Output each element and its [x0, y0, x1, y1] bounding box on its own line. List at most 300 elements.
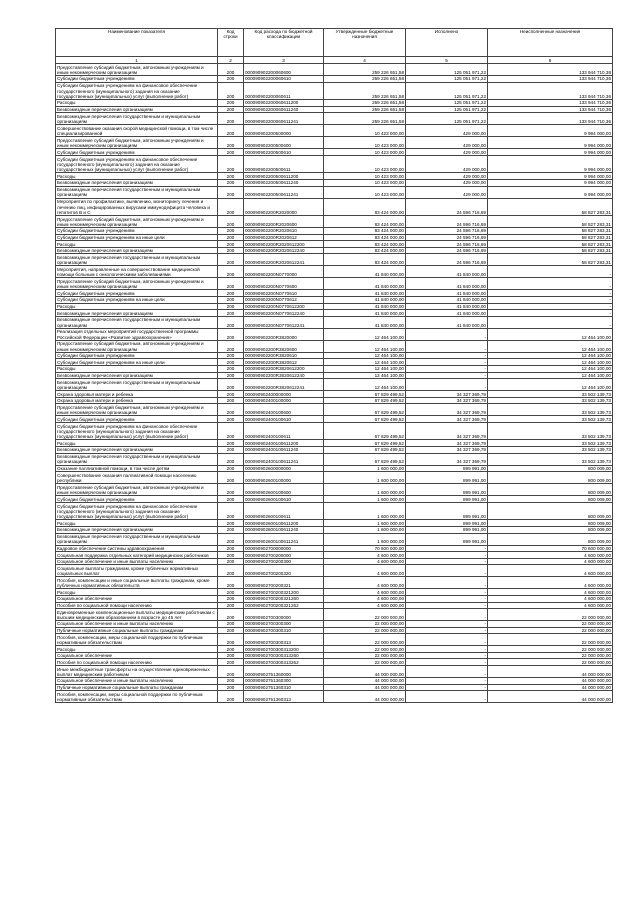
- row-executed: 125 051 971,22: [406, 113, 488, 125]
- row-executed: 24 596 716,69: [406, 198, 488, 216]
- row-executed: 24 596 716,69: [406, 254, 488, 266]
- row-name: Субсидии бюджетным учреждениям: [56, 290, 218, 297]
- row-line-code: 200: [218, 303, 244, 310]
- row-executed: -: [406, 659, 488, 666]
- table-row: [56, 595, 613, 602]
- table-row: [56, 76, 613, 83]
- row-approved: 1 600 000,00: [324, 496, 406, 503]
- row-executed: 125 051 971,22: [406, 76, 488, 83]
- header-row: [56, 29, 613, 57]
- table-row: [56, 533, 613, 545]
- row-line-code: 200: [218, 64, 244, 76]
- row-line-code: 200: [218, 379, 244, 391]
- row-unexecuted: 133 944 710,38: [488, 64, 613, 76]
- row-approved: 4 600 000,00: [324, 589, 406, 596]
- row-line-code: 200: [218, 216, 244, 228]
- row-approved: 41 840 000,00: [324, 303, 406, 310]
- row-line-code: 200: [218, 545, 244, 552]
- row-line-code: 200: [218, 76, 244, 83]
- row-name: Безвозмездные перечисления государственным и муниципальным организациям: [56, 453, 218, 465]
- col-number: 6: [488, 57, 613, 64]
- row-budget-code: 000090902400100000: [244, 397, 324, 404]
- row-budget-code: 000090902700300313: [244, 634, 324, 646]
- table-row: [56, 179, 613, 186]
- row-name: Субсидии бюджетным учреждениям на финансовое обеспечение государственного (муниципального) задания на оказание государственных (муниципальных) услуг (выполнение работ): [56, 502, 218, 520]
- table-row: [56, 173, 613, 180]
- row-executed: -: [406, 372, 488, 379]
- table-row: [56, 526, 613, 533]
- row-budget-code: 000090902700300300: [244, 621, 324, 628]
- row-name: Субсидии бюджетным учреждениям на финансовое обеспечение государственного (муниципального) задания на оказание государственных (муниципальных) услуг (выполнение работ): [56, 82, 218, 100]
- table-row: [56, 247, 613, 254]
- row-unexecuted: -: [488, 310, 613, 317]
- row-approved: 4 600 000,00: [324, 565, 406, 577]
- table-row: [56, 106, 613, 113]
- row-executed: 899 991,00: [406, 496, 488, 503]
- row-executed: 899 991,00: [406, 520, 488, 527]
- row-line-code: 200: [218, 266, 244, 278]
- col-header-line-code: Код строки: [218, 29, 244, 57]
- row-unexecuted: 22 000 000,00: [488, 621, 613, 628]
- row-line-code: 200: [218, 684, 244, 691]
- row-approved: 67 829 499,52: [324, 453, 406, 465]
- row-line-code: 200: [218, 453, 244, 465]
- row-name: Социальные выплаты гражданам, кроме публичных нормативных социальных выплат: [56, 565, 218, 577]
- row-budget-code: 000090902200N0770612240: [244, 310, 324, 317]
- row-approved: 22 000 000,00: [324, 621, 406, 628]
- row-name: Совершенствование оказания паллиативной помощи населению республики: [56, 472, 218, 484]
- row-unexecuted: 58 827 283,31: [488, 254, 613, 266]
- row-name: Безвозмездные перечисления государственным и муниципальным организациям: [56, 254, 218, 266]
- row-executed: -: [406, 359, 488, 366]
- row-line-code: 200: [218, 520, 244, 527]
- row-unexecuted: 22 000 000,00: [488, 634, 613, 646]
- row-approved: 83 424 000,00: [324, 216, 406, 228]
- row-executed: -: [406, 352, 488, 359]
- row-name: Охрана здоровья матери и ребенка: [56, 397, 218, 404]
- table-row: [56, 198, 613, 216]
- row-unexecuted: 800 009,00: [488, 526, 613, 533]
- row-name: Расходы: [56, 241, 218, 248]
- row-approved: 83 424 000,00: [324, 234, 406, 241]
- table-row: [56, 558, 613, 565]
- row-name: Расходы: [56, 303, 218, 310]
- row-budget-code: 000090902600100611241: [244, 533, 324, 545]
- row-name: Социальное обеспечение: [56, 652, 218, 659]
- row-name: Безвозмездные перечисления организациям: [56, 106, 218, 113]
- row-name: Субсидии бюджетным учреждениям на иные цели: [56, 234, 218, 241]
- row-line-code: 200: [218, 627, 244, 634]
- row-unexecuted: 9 994 000,00: [488, 149, 613, 156]
- row-budget-code: 000090902200N0770610: [244, 290, 324, 297]
- row-unexecuted: 58 827 283,31: [488, 234, 613, 241]
- row-executed: 429 000,00: [406, 186, 488, 198]
- row-budget-code: 000090902700300313262: [244, 659, 324, 666]
- row-executed: -: [406, 646, 488, 653]
- row-unexecuted: -: [488, 316, 613, 328]
- row-executed: 24 596 716,69: [406, 234, 488, 241]
- row-name: Субсидии бюджетным учреждениям на финансовое обеспечение государственного (муниципального) задания на оказание государственных (муниципальных) услуг (выполнение работ): [56, 155, 218, 173]
- row-budget-code: 000090902700300000: [244, 609, 324, 621]
- row-executed: 24 596 716,69: [406, 216, 488, 228]
- table-row: [56, 228, 613, 235]
- row-name: Безвозмездные перечисления государственным и муниципальным организациям: [56, 379, 218, 391]
- row-name: Единовременные компенсационные выплаты медицинским работникам с высшим медицинским образованием в возрасте до 45 лет: [56, 609, 218, 621]
- table-row: [56, 404, 613, 416]
- row-budget-code: 000090902200N0770000: [244, 266, 324, 278]
- row-executed: 41 840 000,00: [406, 290, 488, 297]
- row-unexecuted: -: [488, 303, 613, 310]
- row-line-code: 200: [218, 565, 244, 577]
- row-name: Совершенствование оказания скорой медицинской помощи, в том числе специализированной: [56, 125, 218, 137]
- row-approved: 12 464 100,00: [324, 328, 406, 340]
- row-budget-code: 000090902200R3820000: [244, 328, 324, 340]
- row-name: Субсидии бюджетным учреждениям: [56, 496, 218, 503]
- col-header-unexecuted: Неисполненные назначения: [488, 29, 613, 57]
- row-line-code: 200: [218, 416, 244, 423]
- row-budget-code: 000090902400100611241: [244, 453, 324, 465]
- row-unexecuted: 12 464 100,00: [488, 372, 613, 379]
- table-row: [56, 379, 613, 391]
- row-budget-code: 000090902200R3820612241: [244, 379, 324, 391]
- row-budget-code: 000090902600100611: [244, 502, 324, 520]
- row-approved: 41 840 000,00: [324, 310, 406, 317]
- row-line-code: 200: [218, 155, 244, 173]
- table-row: [56, 691, 613, 703]
- row-unexecuted: 44 000 000,00: [488, 678, 613, 685]
- row-approved: 10 423 000,00: [324, 125, 406, 137]
- row-budget-code: 000090902200R2020612200: [244, 241, 324, 248]
- row-line-code: 200: [218, 106, 244, 113]
- row-approved: 41 840 000,00: [324, 266, 406, 278]
- row-budget-code: 000090902200R2020612241: [244, 254, 324, 266]
- row-budget-code: 000090902400100611200: [244, 440, 324, 447]
- row-name: Расходы: [56, 366, 218, 373]
- table-row: [56, 627, 613, 634]
- row-executed: 41 840 000,00: [406, 297, 488, 304]
- row-unexecuted: 33 502 139,73: [488, 391, 613, 398]
- row-budget-code: 000090902200N0770612241: [244, 316, 324, 328]
- row-executed: 41 840 000,00: [406, 303, 488, 310]
- row-approved: 83 424 000,00: [324, 247, 406, 254]
- table-row: [56, 440, 613, 447]
- table-row: [56, 391, 613, 398]
- row-budget-code: 000090902600000000: [244, 465, 324, 472]
- row-budget-code: 000090902200R2020000: [244, 198, 324, 216]
- row-executed: 24 596 716,69: [406, 228, 488, 235]
- row-line-code: 200: [218, 404, 244, 416]
- table-row: [56, 472, 613, 484]
- table-row: [56, 149, 613, 156]
- row-executed: -: [406, 545, 488, 552]
- row-executed: 899 991,00: [406, 502, 488, 520]
- row-budget-code: 000090902400100611240: [244, 447, 324, 454]
- row-executed: 429 000,00: [406, 173, 488, 180]
- table-row: [56, 496, 613, 503]
- row-budget-code: 000090902200060610: [244, 76, 324, 83]
- row-unexecuted: 800 009,00: [488, 472, 613, 484]
- row-budget-code: 000090902200500610: [244, 149, 324, 156]
- row-budget-code: 000090902200060611: [244, 82, 324, 100]
- row-executed: 34 327 369,79: [406, 447, 488, 454]
- row-executed: -: [406, 577, 488, 589]
- row-name: Предоставление субсидий бюджетным, автономным учреждениям и иным некоммерческим организациям: [56, 137, 218, 149]
- row-name: Субсидии бюджетным учреждениям на иные цели: [56, 359, 218, 366]
- row-name: Субсидии бюджетным учреждениям: [56, 228, 218, 235]
- row-approved: 4 600 000,00: [324, 577, 406, 589]
- row-line-code: 200: [218, 577, 244, 589]
- row-budget-code: 000090902200R3820600: [244, 340, 324, 352]
- row-executed: 429 000,00: [406, 125, 488, 137]
- col-number: 3: [244, 57, 324, 64]
- row-budget-code: 000090902200R3820610: [244, 352, 324, 359]
- row-executed: -: [406, 602, 488, 609]
- row-name: Иные межбюджетные трансферты на осуществление единовременных выплат медицинским работникам: [56, 666, 218, 678]
- budget-report-sheet: [55, 28, 612, 703]
- table-row: [56, 234, 613, 241]
- row-executed: -: [406, 691, 488, 703]
- row-unexecuted: 22 000 000,00: [488, 652, 613, 659]
- row-unexecuted: 9 994 000,00: [488, 155, 613, 173]
- col-number: 4: [324, 57, 406, 64]
- table-row: [56, 447, 613, 454]
- row-line-code: 200: [218, 691, 244, 703]
- row-name: Расходы: [56, 520, 218, 527]
- row-name: Пособия, компенсации, меры социальной поддержки по публичным нормативным обязательствам: [56, 634, 218, 646]
- row-approved: 41 840 000,00: [324, 290, 406, 297]
- row-unexecuted: 70 600 000,00: [488, 545, 613, 552]
- row-name: Охрана здоровья матери и ребенка: [56, 391, 218, 398]
- row-budget-code: 000090902700000000: [244, 545, 324, 552]
- row-name: Социальная поддержка отдельных категорий медицинских работников: [56, 552, 218, 559]
- row-name: Безвозмездные перечисления организациям: [56, 310, 218, 317]
- row-unexecuted: 33 502 139,73: [488, 397, 613, 404]
- row-name: Предоставление субсидий бюджетным, автономным учреждениям и иным некоммерческим организациям: [56, 340, 218, 352]
- table-row: [56, 64, 613, 76]
- row-unexecuted: 4 600 000,00: [488, 558, 613, 565]
- row-approved: 1 600 000,00: [324, 526, 406, 533]
- table-row: [56, 659, 613, 666]
- table-row: [56, 352, 613, 359]
- row-budget-code: 000090902400100611: [244, 422, 324, 440]
- row-unexecuted: 33 502 139,73: [488, 422, 613, 440]
- row-approved: 10 423 000,00: [324, 186, 406, 198]
- row-line-code: 200: [218, 652, 244, 659]
- row-name: Предоставление субсидий бюджетным, автономным учреждениям и иным некоммерческим организациям: [56, 484, 218, 496]
- row-executed: -: [406, 609, 488, 621]
- row-line-code: 200: [218, 149, 244, 156]
- row-approved: 4 600 000,00: [324, 558, 406, 565]
- table-row: [56, 278, 613, 290]
- row-executed: 429 000,00: [406, 149, 488, 156]
- row-executed: -: [406, 652, 488, 659]
- col-header-approved: Утвержденные бюджетные назначения: [324, 29, 406, 57]
- row-approved: 41 840 000,00: [324, 316, 406, 328]
- row-approved: 12 464 100,00: [324, 366, 406, 373]
- row-name: Мероприятия по профилактике, выявлению, мониторингу лечения и лечению лиц, инфицированных вирусами иммунодефицита человека и гепатитов B и C: [56, 198, 218, 216]
- row-unexecuted: 4 600 000,00: [488, 589, 613, 596]
- row-approved: 67 829 499,52: [324, 397, 406, 404]
- row-name: Пособия по социальной помощи населению: [56, 602, 218, 609]
- table-row: [56, 602, 613, 609]
- row-line-code: 200: [218, 595, 244, 602]
- row-name: Безвозмездные перечисления государственным и муниципальным организациям: [56, 533, 218, 545]
- row-name: Безвозмездные перечисления организациям: [56, 372, 218, 379]
- row-executed: 429 000,00: [406, 179, 488, 186]
- row-budget-code: 000090902200500600: [244, 137, 324, 149]
- row-executed: 24 596 716,69: [406, 247, 488, 254]
- row-line-code: 200: [218, 496, 244, 503]
- row-unexecuted: 800 009,00: [488, 502, 613, 520]
- row-line-code: 200: [218, 254, 244, 266]
- row-approved: 67 829 499,52: [324, 416, 406, 423]
- row-approved: 10 423 000,00: [324, 137, 406, 149]
- row-line-code: 200: [218, 659, 244, 666]
- row-budget-code: 000090902200060611200: [244, 100, 324, 107]
- row-budget-code: 000090902600100610: [244, 496, 324, 503]
- row-line-code: 200: [218, 634, 244, 646]
- row-approved: 22 000 000,00: [324, 646, 406, 653]
- row-unexecuted: 58 827 283,31: [488, 241, 613, 248]
- row-line-code: 200: [218, 526, 244, 533]
- row-approved: 67 829 499,52: [324, 440, 406, 447]
- row-executed: 34 327 369,79: [406, 416, 488, 423]
- row-approved: 44 000 000,00: [324, 684, 406, 691]
- row-budget-code: 000090902700200300: [244, 558, 324, 565]
- row-unexecuted: -: [488, 266, 613, 278]
- row-name: Реализация отдельных мероприятий государственной программы Российской Федерации «Развитие здравоохранения»: [56, 328, 218, 340]
- col-header-name: Наименование показателя: [56, 29, 218, 57]
- row-executed: 125 051 971,22: [406, 100, 488, 107]
- table-row: [56, 155, 613, 173]
- row-unexecuted: 58 827 283,31: [488, 228, 613, 235]
- table-row: [56, 303, 613, 310]
- row-budget-code: 000090902751360310: [244, 684, 324, 691]
- table-row: [56, 328, 613, 340]
- row-name: Социальное обеспечение и иные выплаты населению: [56, 621, 218, 628]
- table-row: [56, 609, 613, 621]
- row-unexecuted: 44 000 000,00: [488, 666, 613, 678]
- table-row: [56, 100, 613, 107]
- table-row: [56, 646, 613, 653]
- row-unexecuted: 12 464 100,00: [488, 359, 613, 366]
- row-budget-code: 000090902200500611: [244, 155, 324, 173]
- row-unexecuted: 9 994 000,00: [488, 125, 613, 137]
- row-executed: 899 991,00: [406, 484, 488, 496]
- row-line-code: 200: [218, 316, 244, 328]
- row-line-code: 200: [218, 472, 244, 484]
- row-approved: 1 600 000,00: [324, 465, 406, 472]
- row-line-code: 200: [218, 297, 244, 304]
- row-executed: 41 840 000,00: [406, 266, 488, 278]
- row-name: Субсидии бюджетным учреждениям на иные цели: [56, 297, 218, 304]
- table-row: [56, 113, 613, 125]
- table-row: [56, 254, 613, 266]
- row-line-code: 200: [218, 310, 244, 317]
- row-unexecuted: 33 502 139,73: [488, 447, 613, 454]
- row-approved: 12 464 100,00: [324, 359, 406, 366]
- row-approved: 22 000 000,00: [324, 659, 406, 666]
- row-executed: 899 991,00: [406, 526, 488, 533]
- row-approved: 1 600 000,00: [324, 520, 406, 527]
- row-approved: 259 226 651,58: [324, 113, 406, 125]
- row-name: Субсидии бюджетным учреждениям: [56, 149, 218, 156]
- row-executed: -: [406, 634, 488, 646]
- row-approved: 41 840 000,00: [324, 278, 406, 290]
- row-name: Безвозмездные перечисления организациям: [56, 247, 218, 254]
- row-approved: 67 829 499,52: [324, 391, 406, 398]
- row-unexecuted: 12 464 100,00: [488, 340, 613, 352]
- table-row: [56, 416, 613, 423]
- row-budget-code: 000090902400100600: [244, 404, 324, 416]
- row-executed: -: [406, 552, 488, 559]
- table-row: [56, 577, 613, 589]
- row-unexecuted: 22 000 000,00: [488, 659, 613, 666]
- row-approved: 83 424 000,00: [324, 228, 406, 235]
- row-budget-code: 000090902751360000: [244, 666, 324, 678]
- row-line-code: 200: [218, 125, 244, 137]
- table-row: [56, 186, 613, 198]
- row-line-code: 200: [218, 113, 244, 125]
- row-unexecuted: 800 009,00: [488, 520, 613, 527]
- row-line-code: 200: [218, 465, 244, 472]
- row-name: Безвозмездные перечисления организациям: [56, 179, 218, 186]
- row-line-code: 200: [218, 290, 244, 297]
- table-row: [56, 465, 613, 472]
- row-approved: 22 000 000,00: [324, 609, 406, 621]
- row-approved: 259 226 651,58: [324, 76, 406, 83]
- row-line-code: 200: [218, 440, 244, 447]
- table-row: [56, 678, 613, 685]
- row-name: Субсидии бюджетным учреждениям: [56, 416, 218, 423]
- row-line-code: 200: [218, 366, 244, 373]
- row-line-code: 200: [218, 247, 244, 254]
- table-row: [56, 366, 613, 373]
- row-unexecuted: 58 827 283,31: [488, 216, 613, 228]
- row-line-code: 200: [218, 234, 244, 241]
- row-unexecuted: 133 944 710,36: [488, 76, 613, 83]
- row-unexecuted: 12 464 100,00: [488, 366, 613, 373]
- row-budget-code: 000090902400100610: [244, 416, 324, 423]
- row-approved: 67 829 499,52: [324, 404, 406, 416]
- table-body: [56, 64, 613, 703]
- row-line-code: 200: [218, 621, 244, 628]
- table-row: [56, 634, 613, 646]
- row-budget-code: 000090902200N0770600: [244, 278, 324, 290]
- row-executed: -: [406, 684, 488, 691]
- row-executed: 34 327 369,79: [406, 397, 488, 404]
- table-row: [56, 297, 613, 304]
- row-line-code: 200: [218, 179, 244, 186]
- row-executed: -: [406, 666, 488, 678]
- row-executed: -: [406, 328, 488, 340]
- row-executed: 899 991,00: [406, 533, 488, 545]
- row-line-code: 200: [218, 100, 244, 107]
- row-approved: 22 000 000,00: [324, 652, 406, 659]
- row-line-code: 200: [218, 372, 244, 379]
- row-executed: 34 327 369,79: [406, 391, 488, 398]
- row-name: Субсидии бюджетным учреждениям: [56, 352, 218, 359]
- row-line-code: 200: [218, 502, 244, 520]
- row-budget-code: 000090902200060611241: [244, 113, 324, 125]
- row-approved: 10 423 000,00: [324, 149, 406, 156]
- table-row: [56, 565, 613, 577]
- row-unexecuted: 12 464 100,00: [488, 352, 613, 359]
- column-number-row: [56, 57, 613, 64]
- row-unexecuted: 133 944 710,36: [488, 106, 613, 113]
- row-budget-code: 000090902200R2020612240: [244, 247, 324, 254]
- row-line-code: 200: [218, 422, 244, 440]
